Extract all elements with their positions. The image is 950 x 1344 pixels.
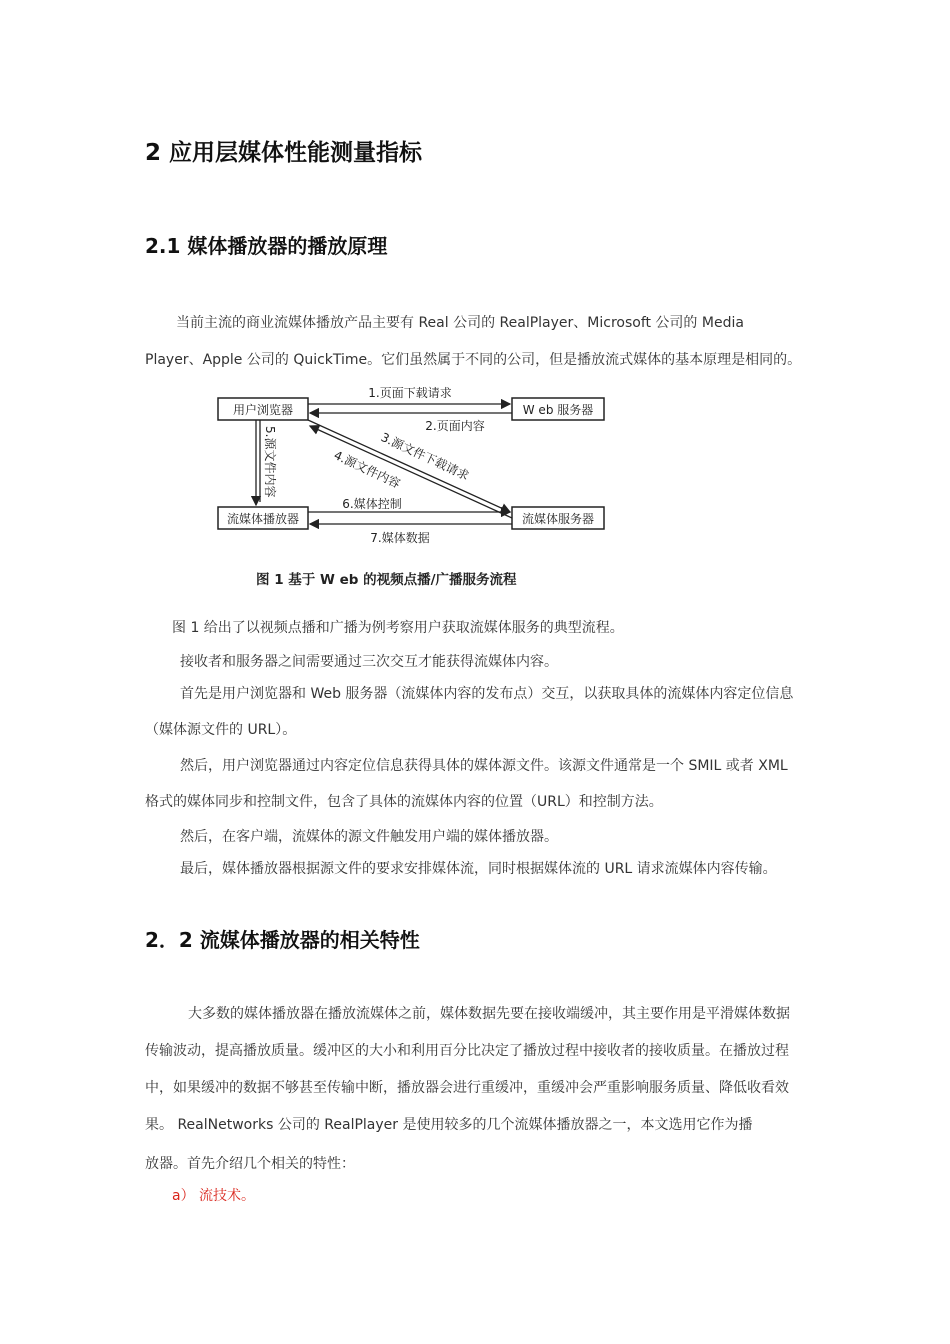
arrow-3-label: 3.源文件下载请求 (378, 430, 472, 484)
intro-paragraph-line-1: 当前主流的商业流媒体播放产品主要有 Real 公司的 RealPlayer、Microsoft 公司的 Media (176, 315, 744, 331)
box-user-browser-label: 用户浏览器 (232, 403, 294, 417)
body-paragraph-5: 然后，在客户端，流媒体的源文件触发用户端的媒体播放器。 (180, 829, 558, 845)
body-paragraph-2: 接收者和服务器之间需要通过三次交互才能获得流媒体内容。 (180, 654, 558, 670)
arrow-4-label: 4.源文件内容 (331, 448, 403, 491)
figure-caption: 图 1 基于 W eb 的视频点播/广播服务流程 (256, 572, 517, 588)
streaming-flow-diagram (210, 380, 610, 595)
section-2-paragraph-line-5: 放器。首先介绍几个相关的特性： (145, 1156, 355, 1172)
page-heading: 2 应用层媒体性能测量指标 (145, 140, 423, 166)
arrow-7-label: 7.媒体数据 (370, 531, 430, 545)
body-paragraph-6: 最后，媒体播放器根据源文件的要求安排媒体流，同时根据媒体流的 URL 请求流媒体内容传输。 (180, 861, 777, 877)
section-2-paragraph-line-3: 中，如果缓冲的数据不够甚至传输中断，播放器会进行重缓冲，重缓冲会严重影响服务质量、降低收看效 (145, 1080, 789, 1096)
list-item-a: a） 流技术。 (172, 1188, 256, 1204)
arrow-6-label: 6.媒体控制 (342, 497, 402, 511)
body-paragraph-1: 图 1 给出了以视频点播和广播为例考察用户获取流媒体服务的典型流程。 (172, 620, 624, 636)
arrow-2-label: 2.页面内容 (425, 419, 485, 433)
section-2-paragraph-line-2: 传输波动，提高播放质量。缓冲区的大小和利用百分比决定了播放过程中接收者的接收质量。在播放过程 (145, 1043, 789, 1059)
section-2-title: 2．2 流媒体播放器的相关特性 (145, 928, 420, 952)
section-1-title: 2.1 媒体播放器的播放原理 (145, 234, 388, 258)
section-2-paragraph-line-1: 大多数的媒体播放器在播放流媒体之前，媒体数据先要在接收端缓冲，其主要作用是平滑媒体数据 (188, 1006, 790, 1022)
box-media-player-label: 流媒体播放器 (226, 512, 300, 526)
body-paragraph-4-line-2: 格式的媒体同步和控制文件，包含了具体的流媒体内容的位置（URL）和控制方法。 (145, 794, 663, 810)
arrow-source-content (310, 426, 512, 518)
section-2-paragraph-line-4: 果。 RealNetworks 公司的 RealPlayer 是使用较多的几个流媒体播放器之一，本文选用它作为播 (145, 1117, 753, 1133)
body-paragraph-4-line-1: 然后，用户浏览器通过内容定位信息获得具体的媒体源文件。该源文件通常是一个 SMIL 或者 XML (180, 758, 788, 774)
box-web-server-label: W eb 服务器 (522, 403, 594, 417)
intro-paragraph-line-2: Player、Apple 公司的 QuickTime。它们虽然属于不同的公司，但是播放流式媒体的基本原理是相同的。 (145, 352, 802, 368)
arrow-source-request (308, 420, 510, 512)
arrow-1-label: 1.页面下载请求 (368, 386, 452, 400)
body-paragraph-3-line-2: （媒体源文件的 URL）。 (145, 722, 297, 738)
box-media-server-label: 流媒体服务器 (521, 512, 595, 526)
arrow-5-label: 5.源文件内容 (263, 426, 277, 498)
body-paragraph-3-line-1: 首先是用户浏览器和 Web 服务器（流媒体内容的发布点）交互，以获取具体的流媒体内容定位信息 (180, 686, 794, 702)
